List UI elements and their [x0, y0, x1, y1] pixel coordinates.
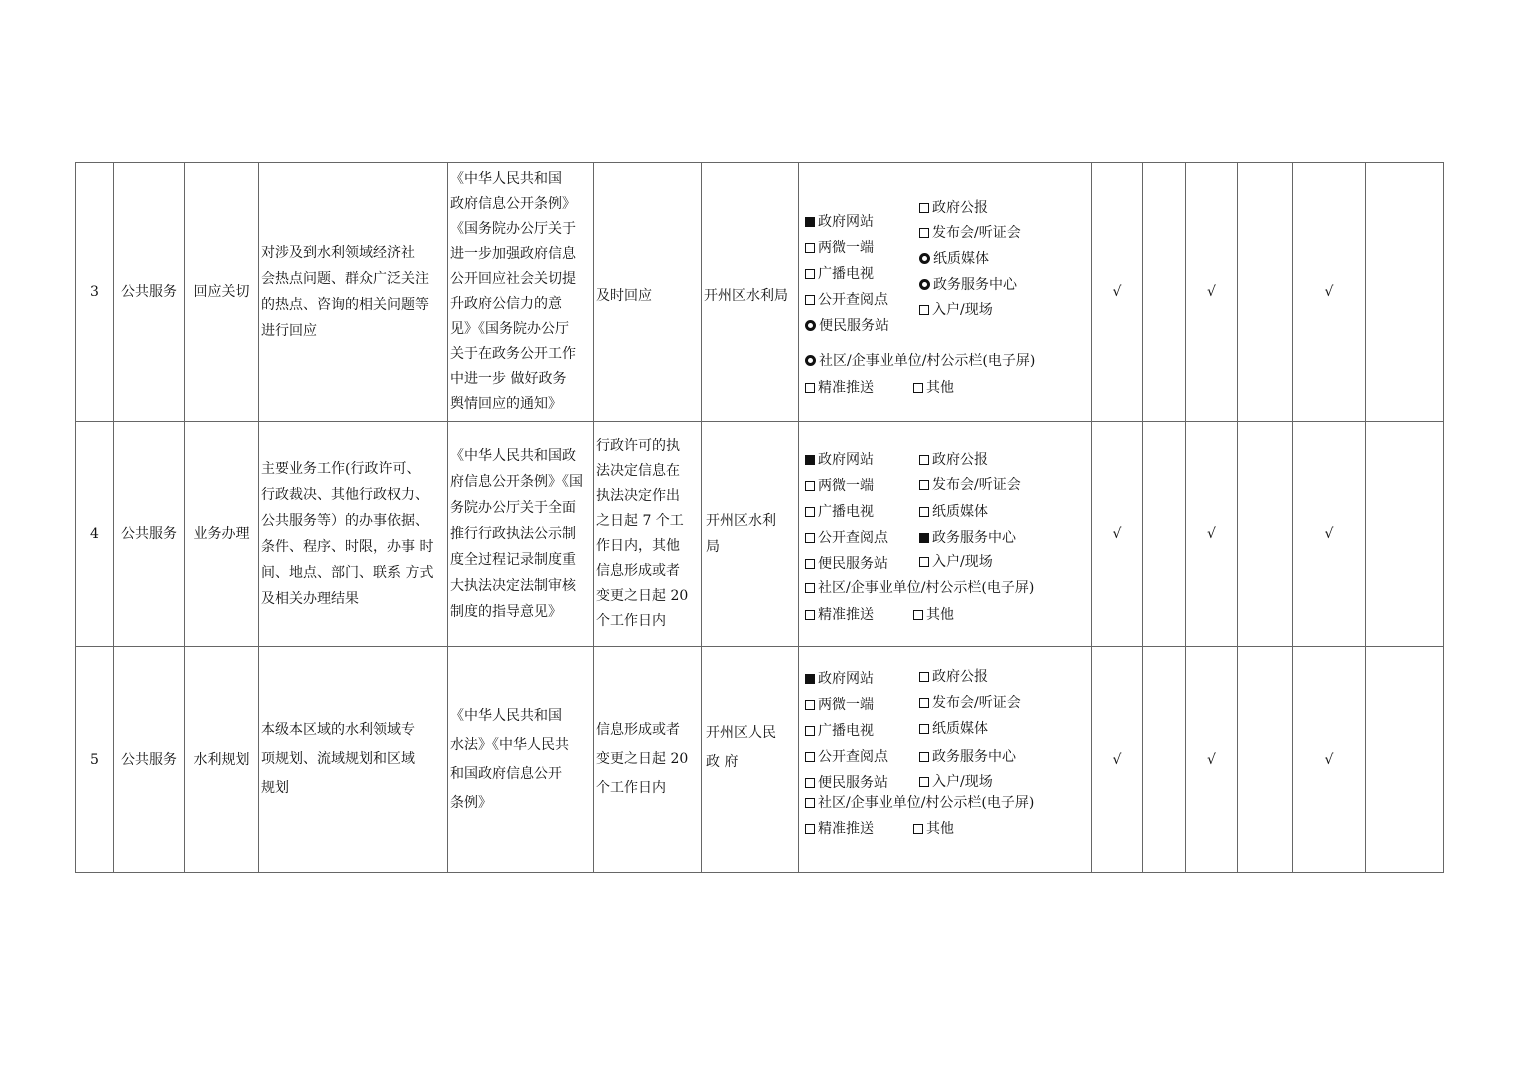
check-cell: √	[1092, 647, 1143, 873]
check-cell: √	[1092, 422, 1143, 647]
channel-option[interactable]: 便民服务站	[805, 773, 888, 793]
content-line: 条件、程序、时限，办事 时	[261, 539, 434, 555]
channel-option[interactable]: 公开查阅点	[805, 747, 888, 767]
basis-line: 关于在政务公开工作	[450, 346, 576, 362]
basis-line: 政府信息公开条例》	[450, 196, 576, 212]
channel-option[interactable]: 政务服务中心	[919, 528, 1016, 548]
subject-line: 局	[706, 539, 720, 555]
category-cell: 公共服务	[114, 163, 185, 422]
content-line: 及相关办理结果	[261, 591, 359, 607]
channel-option[interactable]: 社区/企事业单位/村公示栏(电子屏)	[805, 578, 1034, 598]
channel-option[interactable]: 入户/现场	[919, 300, 993, 320]
basis-line: 府信息公开条例》《国	[450, 474, 583, 490]
content-line: 会热点问题、群众广泛关注	[261, 271, 429, 287]
channel-option[interactable]: 纸质媒体	[919, 249, 989, 269]
basis-line: 《中华人民共和国	[450, 171, 562, 187]
basis-cell	[448, 422, 594, 647]
empty-square-icon	[805, 583, 815, 593]
empty-square-icon	[919, 698, 929, 708]
check-cell	[1143, 647, 1186, 873]
ring-icon	[805, 355, 816, 366]
empty-square-icon	[805, 700, 815, 710]
channel-option[interactable]: 公开查阅点	[805, 528, 888, 548]
timeline-cell	[594, 647, 702, 873]
channel-option[interactable]: 纸质媒体	[919, 502, 988, 522]
timeline-line: 作日内，其他	[596, 538, 680, 554]
channel-option[interactable]: 发布会/听证会	[919, 475, 1021, 495]
empty-square-icon	[919, 672, 929, 682]
row-number: 4	[76, 422, 114, 647]
empty-square-icon	[919, 203, 929, 213]
row-number: 5	[76, 647, 114, 873]
empty-square-icon	[805, 559, 815, 569]
ring-icon	[805, 320, 816, 331]
channel-option[interactable]: 广播电视	[805, 721, 874, 741]
empty-square-icon	[805, 507, 815, 517]
content-line: 规划	[261, 780, 289, 796]
category-cell: 公共服务	[114, 422, 185, 647]
check-cell	[1143, 163, 1186, 422]
channels-cell	[799, 422, 1092, 647]
timeline-line: 执法决定作出	[596, 488, 680, 504]
content-line: 对涉及到水利领域经济社	[261, 245, 415, 261]
empty-square-icon	[805, 533, 815, 543]
subject-line: 开州区水利局	[704, 288, 788, 304]
check-cell: √	[1293, 163, 1366, 422]
content-line: 本级本区域的水利领域专	[261, 722, 415, 738]
empty-square-icon	[805, 798, 815, 808]
check-cell: √	[1293, 422, 1366, 647]
empty-square-icon	[919, 507, 929, 517]
channel-option[interactable]: 政府网站	[805, 212, 874, 232]
table-body	[76, 163, 1444, 873]
channel-option[interactable]: 入户/现场	[919, 772, 993, 792]
basis-line: 进一步加强政府信息	[450, 246, 576, 262]
basis-line: 升政府公信力的意	[450, 296, 562, 312]
timeline-cell	[594, 163, 702, 422]
basis-line: 中进一步 做好政务	[450, 371, 567, 387]
content-cell	[259, 647, 448, 873]
check-cell	[1366, 163, 1444, 422]
row-number: 3	[76, 163, 114, 422]
channel-option[interactable]: 其他	[913, 819, 954, 839]
timeline-line: 信息形成或者	[596, 563, 680, 579]
empty-square-icon	[805, 610, 815, 620]
timeline-line: 变更之日起 20	[596, 588, 689, 604]
basis-line: 度全过程记录制度重	[450, 552, 576, 568]
timeline-line: 法决定信息在	[596, 463, 680, 479]
channel-option[interactable]: 政务服务中心	[919, 275, 1017, 295]
basis-line: 大执法决定法制审核	[450, 578, 576, 594]
channels-cell	[799, 647, 1092, 873]
channel-option[interactable]: 精准推送	[805, 819, 874, 839]
basis-cell	[448, 163, 594, 422]
channel-option[interactable]: 其他	[913, 605, 954, 625]
subject-line: 政 府	[706, 754, 739, 770]
content-line: 行政裁决、其他行政权力、	[261, 487, 429, 503]
empty-square-icon	[913, 610, 923, 620]
subject-cell	[702, 647, 799, 873]
empty-square-icon	[919, 455, 929, 465]
check-cell	[1143, 422, 1186, 647]
checked-square-icon	[919, 533, 929, 543]
channels-cell	[799, 163, 1092, 422]
empty-square-icon	[919, 777, 929, 787]
empty-square-icon	[919, 305, 929, 315]
empty-square-icon	[805, 269, 815, 279]
check-cell: √	[1186, 163, 1238, 422]
empty-square-icon	[919, 228, 929, 238]
checked-square-icon	[805, 674, 815, 684]
channel-option[interactable]: 广播电视	[805, 502, 874, 522]
basis-line: 公开回应社会关切提	[450, 271, 576, 287]
empty-square-icon	[805, 481, 815, 491]
basis-line: 见》《国务院办公厅	[450, 321, 569, 337]
check-cell: √	[1186, 422, 1238, 647]
channel-option[interactable]: 社区/企事业单位/村公示栏(电子屏)	[805, 351, 1035, 371]
content-line: 公共服务等）的办事依据、	[261, 513, 429, 529]
channel-option[interactable]: 发布会/听证会	[919, 693, 1021, 713]
content-line: 的热点、咨询的相关问题等	[261, 297, 429, 313]
checked-square-icon	[805, 217, 815, 227]
empty-square-icon	[913, 383, 923, 393]
check-cell: √	[1293, 647, 1366, 873]
channel-option[interactable]: 公开查阅点	[805, 290, 888, 310]
channel-option[interactable]: 入户/现场	[919, 552, 993, 572]
empty-square-icon	[919, 724, 929, 734]
subject-line: 开州区人民	[706, 725, 776, 741]
basis-line: 和国政府信息公开	[450, 765, 562, 782]
empty-square-icon	[805, 295, 815, 305]
channel-option[interactable]: 政府公报	[919, 198, 988, 218]
timeline-line: 变更之日起 20	[596, 751, 689, 767]
content-line: 进行回应	[261, 323, 317, 339]
timeline-cell	[594, 422, 702, 647]
empty-square-icon	[805, 778, 815, 788]
channel-option[interactable]: 政务服务中心	[919, 747, 1016, 767]
content-cell	[259, 422, 448, 647]
subcategory-cell: 回应关切	[185, 163, 259, 422]
empty-square-icon	[919, 480, 929, 490]
basis-line: 务院办公厅关于全面	[450, 500, 576, 516]
channel-option[interactable]: 精准推送	[805, 378, 874, 398]
subject-cell	[702, 422, 799, 647]
empty-square-icon	[919, 752, 929, 762]
table-row	[76, 163, 1444, 422]
basis-line: 水法》《中华人民共	[450, 736, 569, 753]
content-cell	[259, 163, 448, 422]
basis-line: 《中华人民共和国政	[450, 448, 576, 464]
content-line: 项规划、流域规划和区域	[261, 751, 415, 767]
table-row	[76, 647, 1444, 873]
basis-line: 《国务院办公厅关于	[450, 221, 576, 237]
basis-cell	[448, 647, 594, 873]
check-cell: √	[1186, 647, 1238, 873]
check-cell	[1366, 647, 1444, 873]
subcategory-cell: 业务办理	[185, 422, 259, 647]
check-cell	[1238, 647, 1293, 873]
basis-line: 条例》	[450, 794, 492, 811]
content-line: 间、地点、部门、联系 方式	[261, 565, 434, 581]
channel-option[interactable]: 政府公报	[919, 667, 988, 687]
ring-icon	[919, 279, 930, 290]
subject-line: 开州区水利	[706, 513, 776, 529]
channel-option[interactable]: 两微一端	[805, 238, 874, 258]
check-cell	[1238, 422, 1293, 647]
ring-icon	[919, 253, 930, 264]
subject-cell	[702, 163, 799, 422]
channel-option[interactable]: 政府网站	[805, 450, 874, 470]
channel-option[interactable]: 纸质媒体	[919, 719, 988, 739]
check-cell	[1366, 422, 1444, 647]
channel-option[interactable]: 精准推送	[805, 605, 874, 625]
channel-option[interactable]: 便民服务站	[805, 554, 888, 574]
channel-option[interactable]: 两微一端	[805, 695, 874, 715]
empty-square-icon	[805, 752, 815, 762]
check-cell: √	[1092, 163, 1143, 422]
basis-line: 推行行政执法公示制	[450, 526, 576, 542]
disclosure-table	[75, 162, 1444, 873]
empty-square-icon	[919, 557, 929, 567]
basis-line: 《中华人民共和国	[450, 707, 562, 724]
timeline-line: 个工作日内	[596, 613, 666, 629]
timeline-line: 个工作日内	[596, 780, 666, 796]
content-line: 主要业务工作(行政许可、	[261, 461, 421, 477]
timeline-line: 及时回应	[596, 288, 652, 304]
empty-square-icon	[805, 383, 815, 393]
channel-option[interactable]: 广播电视	[805, 264, 874, 284]
channel-option[interactable]: 政府网站	[805, 669, 874, 689]
empty-square-icon	[805, 243, 815, 253]
category-cell: 公共服务	[114, 647, 185, 873]
channel-option[interactable]: 社区/企事业单位/村公示栏(电子屏)	[805, 793, 1034, 813]
subcategory-cell: 水利规划	[185, 647, 259, 873]
check-cell	[1238, 163, 1293, 422]
channel-option[interactable]: 其他	[913, 378, 954, 398]
checked-square-icon	[805, 455, 815, 465]
channel-option[interactable]: 政府公报	[919, 450, 988, 470]
empty-square-icon	[805, 824, 815, 834]
timeline-line: 行政许可的执	[596, 438, 680, 454]
empty-square-icon	[805, 726, 815, 736]
channel-option[interactable]: 发布会/听证会	[919, 223, 1021, 243]
table-row	[76, 422, 1444, 647]
channel-option[interactable]: 便民服务站	[805, 316, 889, 336]
timeline-line: 信息形成或者	[596, 722, 680, 738]
basis-line: 制度的指导意见》	[450, 604, 562, 620]
basis-line: 舆情回应的通知》	[450, 396, 562, 412]
channel-option[interactable]: 两微一端	[805, 476, 874, 496]
timeline-line: 之日起 7 个工	[596, 513, 684, 529]
empty-square-icon	[913, 824, 923, 834]
